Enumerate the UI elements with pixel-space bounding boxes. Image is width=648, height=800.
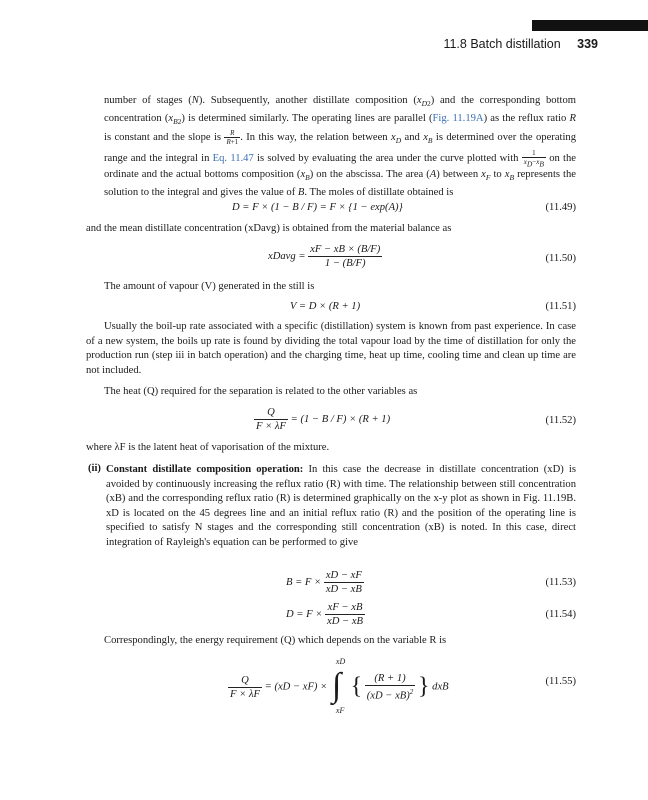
eq55-mid: = (xD − xF) × [264, 681, 328, 693]
eq-link[interactable]: Eq. 11.47 [212, 153, 254, 165]
vapour-text: The amount of vapour (V) generated in the still is [104, 281, 315, 292]
fig-link-a[interactable]: Fig. 11.19A [432, 112, 484, 124]
eq52-rhs: = (1 − B / F) × (R + 1) [290, 414, 391, 425]
eq52-denominator: F × λF [256, 421, 286, 432]
running-header [443, 37, 598, 51]
eq55-numerator: Q [228, 674, 262, 688]
item-label: (ii) [88, 463, 101, 474]
energy-text: Correspondingly, the energy requirement (Q) which depends on the variable R is [104, 635, 447, 646]
eq55-denominator: F × λF [230, 688, 260, 700]
equation-number-11-53: (11.53) [545, 577, 576, 588]
eq50-denominator: 1 − (B/F) [324, 258, 366, 269]
eq53-lhs: B = F × [286, 577, 322, 588]
equation-11-54 [286, 601, 365, 628]
eq55-dx: dxB [432, 681, 449, 693]
intro-paragraph: number of stages (N). Subsequently, another distillate composition $(x_{D2})$ and the corresponding bottom concentration $(x_{B2})$ is determined similarly. The operating lines are parallel (Fig. 11.19A) as the reflux ratio R is constant and the slope is $\frac{R}{R+1}$ . In this way, the relation between $x_D$ and $x_B$ is determined over the operating range and the integral in Eq. 11.47 is solved by evaluating the area under the curve plotted with $\frac{1}{x_D-x_B}$ on the ordinate and the actual bottoms composition $(x_B)$ on the abscissa. The area (A) between $x_F$ to $x_B$ represents the solution to the integral and gives the value of B. The moles of distillate obtained is [104, 95, 577, 199]
equation-11-53 [286, 569, 364, 596]
eq50-numerator: xF − xB × (B/F) [310, 244, 381, 255]
eq53-numerator: xD − xF [325, 570, 362, 581]
eq53-denominator: xD − xB [325, 584, 362, 595]
eq55-int-denominator: (xD − xB)$^2$ [366, 687, 414, 702]
equation-11-52 [254, 406, 390, 433]
equation-11-51: V = D × (R + 1) [290, 301, 361, 312]
equation-number-11-55: (11.55) [545, 676, 576, 687]
item-body: In this case the decrease in distillate concentration (xD) is avoided by continuously increasing the reflux ratio (R) with time. The relationship between still concentration (xB) and the corresponding reflux ratio (R) is determined graphically on the x-y plot as shown in Fig. 11.19B. xD is located on the 45 degrees line and an initial reflux ratio (R) and the position of the operating line is specified to satisfy N stages and the corresponding still concentration (xB) is noted. In this case, direct integration of Rayleigh's equation can be performed to give [106, 464, 576, 548]
section-title: 11.8 Batch distillation [443, 37, 561, 51]
mean-concentration-text: and the mean distillate concentration (xDavg) is obtained from the material balance as [86, 223, 452, 234]
equation-number-11-54: (11.54) [545, 609, 576, 620]
eq54-numerator: xF − xB [325, 601, 365, 615]
item-paragraph [106, 463, 576, 551]
item-heading: Constant distillate composition operation: [106, 464, 304, 475]
left-brace: { [350, 673, 363, 700]
eq54-lhs: D = F × [286, 609, 323, 620]
equation-number-11-52: (11.52) [545, 415, 576, 426]
eq54-denominator: xD − xB [327, 616, 364, 627]
eq55-upper-limit: xD [335, 657, 346, 666]
heat-text: The heat (Q) required for the separation is related to the other variables as [104, 386, 418, 397]
equation-11-55 [228, 657, 449, 715]
integral-sign: ∫ [331, 667, 342, 704]
eq55-lower-limit: xF [335, 706, 345, 715]
latent-heat-text: where λF is the latent heat of vaporisation of the mixture. [86, 442, 330, 453]
boilup-paragraph: Usually the boil-up rate associated with a specific (distillation) system is known from past experience. In case of a new system, the boils up rate is found by dividing the total vapour load by the time of distillation for only the production run (step iii in batch operation) and the charging time, heat up time, cooling time and clean up time are not included. [86, 321, 576, 376]
equation-number-11-51: (11.51) [545, 301, 576, 312]
eq55-int-numerator: (R + 1) [365, 672, 416, 686]
eq50-lhs: xDavg [268, 251, 296, 262]
equation-11-50: xDavg = $\frac{xF - xB \times (B/F)}{1 - (B/F)}$ [268, 244, 381, 269]
equation-11-49: D = F × (1 − B / F) = F × {1 − exp(A)} [232, 202, 403, 213]
equation-number-11-49: (11.49) [545, 202, 576, 213]
equation-number-11-50: (11.50) [545, 253, 576, 264]
right-brace: } [417, 673, 430, 700]
header-bar [532, 20, 648, 31]
eq52-numerator: Q [254, 406, 288, 420]
page-number: 339 [577, 37, 598, 51]
